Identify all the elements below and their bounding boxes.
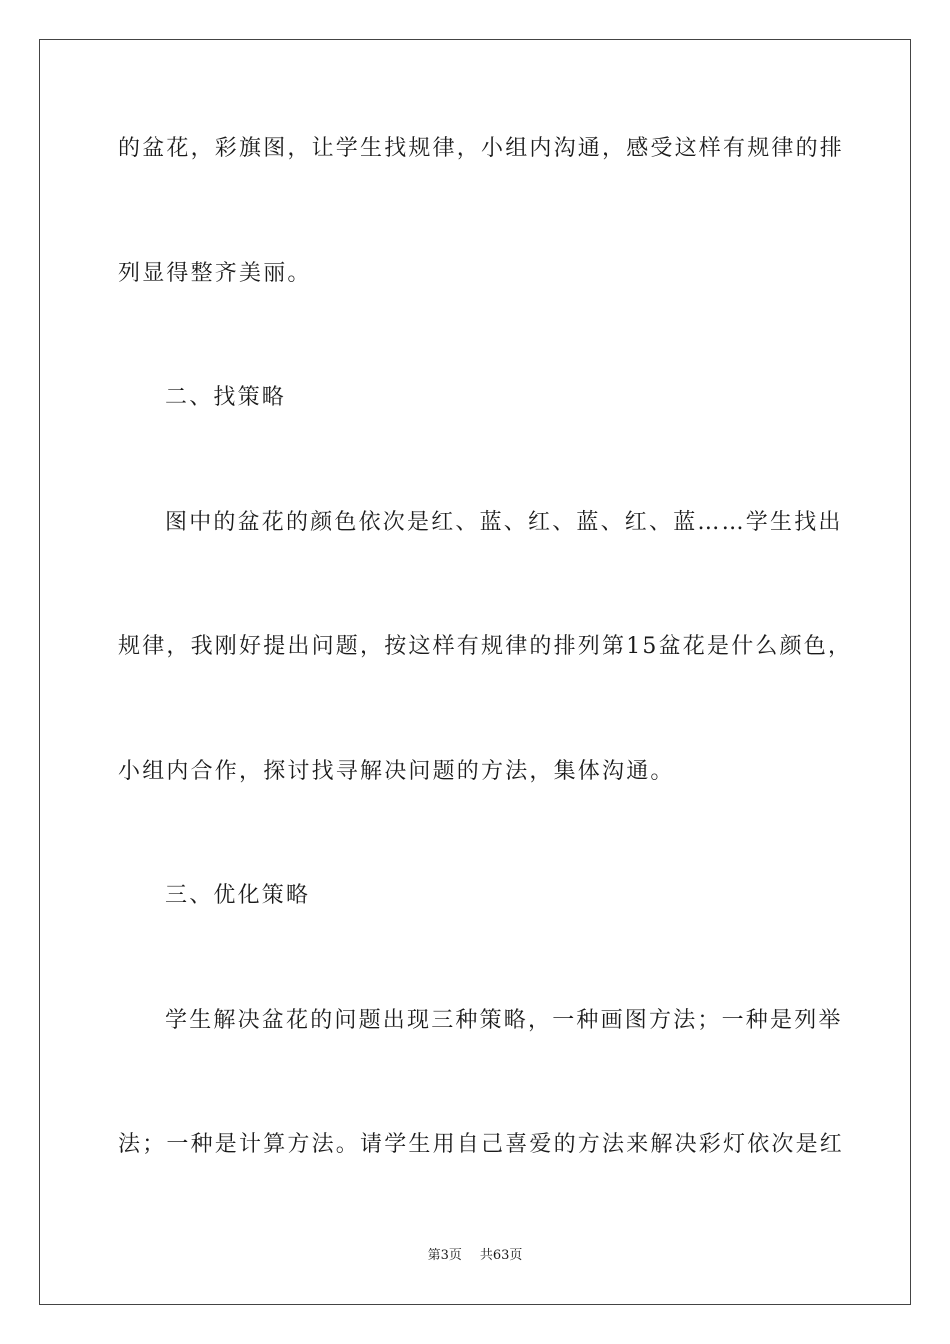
page-border [39,39,911,1305]
paragraph-line-7: 法；一种是计算方法。请学生用自己喜爱的方法来解决彩灯依次是红 [118,1132,845,1157]
paragraph-line-1: 的盆花，彩旗图，让学生找规律，小组内沟通，感受这样有规律的排 [118,136,845,161]
section-heading-find-strategy: 二、找策略 [165,385,287,410]
page-number: 第3页 [427,1248,462,1263]
paragraph-line-3: 图中的盆花的颜色依次是红、蓝、红、蓝、红、蓝……学生找出 [165,510,843,535]
page-footer [0,1247,950,1265]
paragraph-line-2: 列显得整齐美丽。 [118,261,312,286]
paragraph-line-6: 学生解决盆花的问题出现三种策略，一种画图方法；一种是列举 [165,1008,843,1033]
total-pages: 共63页 [479,1248,523,1263]
paragraph-line-5: 小组内合作，探讨找寻解决问题的方法，集体沟通。 [118,759,675,784]
section-heading-optimize-strategy: 三、优化策略 [165,883,311,908]
paragraph-line-4: 规律，我刚好提出问题，按这样有规律的排列第15盆花是什么颜色， [118,634,853,659]
